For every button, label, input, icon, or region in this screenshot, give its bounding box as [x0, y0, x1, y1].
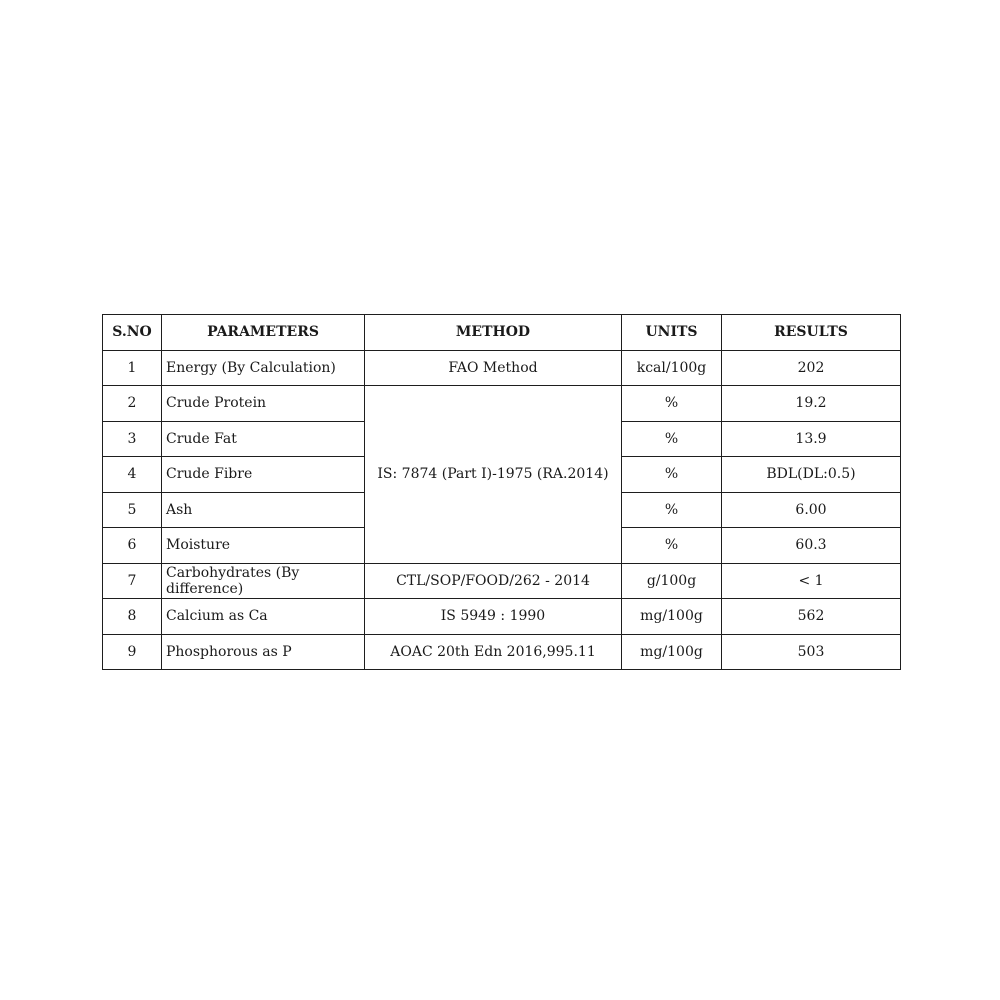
result-cell: 562: [722, 599, 901, 635]
sno-cell: 3: [103, 421, 162, 457]
unit-cell: kcal/100g: [622, 350, 722, 386]
method-cell: IS: 7874 (Part I)-1975 (RA.2014): [365, 386, 622, 564]
sno-cell: 7: [103, 563, 162, 599]
result-cell: BDL(DL:0.5): [722, 457, 901, 493]
header-parameters: PARAMETERS: [162, 315, 365, 351]
sno-cell: 4: [103, 457, 162, 493]
unit-cell: mg/100g: [622, 634, 722, 670]
unit-cell: %: [622, 421, 722, 457]
unit-cell: %: [622, 492, 722, 528]
unit-cell: %: [622, 386, 722, 422]
sno-cell: 2: [103, 386, 162, 422]
result-cell: 19.2: [722, 386, 901, 422]
unit-cell: g/100g: [622, 563, 722, 599]
method-cell: FAO Method: [365, 350, 622, 386]
sno-cell: 5: [103, 492, 162, 528]
result-cell: < 1: [722, 563, 901, 599]
results-table: [102, 314, 901, 670]
unit-cell: %: [622, 457, 722, 493]
result-cell: 202: [722, 350, 901, 386]
parameter-cell: Ash: [162, 492, 365, 528]
sno-cell: 9: [103, 634, 162, 670]
parameter-cell: Phosphorous as P: [162, 634, 365, 670]
result-cell: 503: [722, 634, 901, 670]
table-row: [103, 563, 901, 599]
parameter-cell: Crude Fibre: [162, 457, 365, 493]
table-row: [103, 599, 901, 635]
unit-cell: %: [622, 528, 722, 564]
method-cell: CTL/SOP/FOOD/262 - 2014: [365, 563, 622, 599]
parameter-cell: Carbohydrates (By difference): [162, 563, 365, 599]
parameter-cell: Crude Protein: [162, 386, 365, 422]
header-units: UNITS: [622, 315, 722, 351]
unit-cell: mg/100g: [622, 599, 722, 635]
method-cell: AOAC 20th Edn 2016,995.11: [365, 634, 622, 670]
sno-cell: 8: [103, 599, 162, 635]
header-method: METHOD: [365, 315, 622, 351]
parameter-cell: Energy (By Calculation): [162, 350, 365, 386]
parameter-cell: Moisture: [162, 528, 365, 564]
parameter-cell: Calcium as Ca: [162, 599, 365, 635]
table-row: [103, 350, 901, 386]
table-header-row: [103, 315, 901, 351]
table-row: [103, 386, 901, 422]
sno-cell: 1: [103, 350, 162, 386]
parameter-cell: Crude Fat: [162, 421, 365, 457]
method-cell: IS 5949 : 1990: [365, 599, 622, 635]
header-sno: S.NO: [103, 315, 162, 351]
sno-cell: 6: [103, 528, 162, 564]
result-cell: 13.9: [722, 421, 901, 457]
result-cell: 60.3: [722, 528, 901, 564]
result-cell: 6.00: [722, 492, 901, 528]
header-results: RESULTS: [722, 315, 901, 351]
table-row: [103, 634, 901, 670]
